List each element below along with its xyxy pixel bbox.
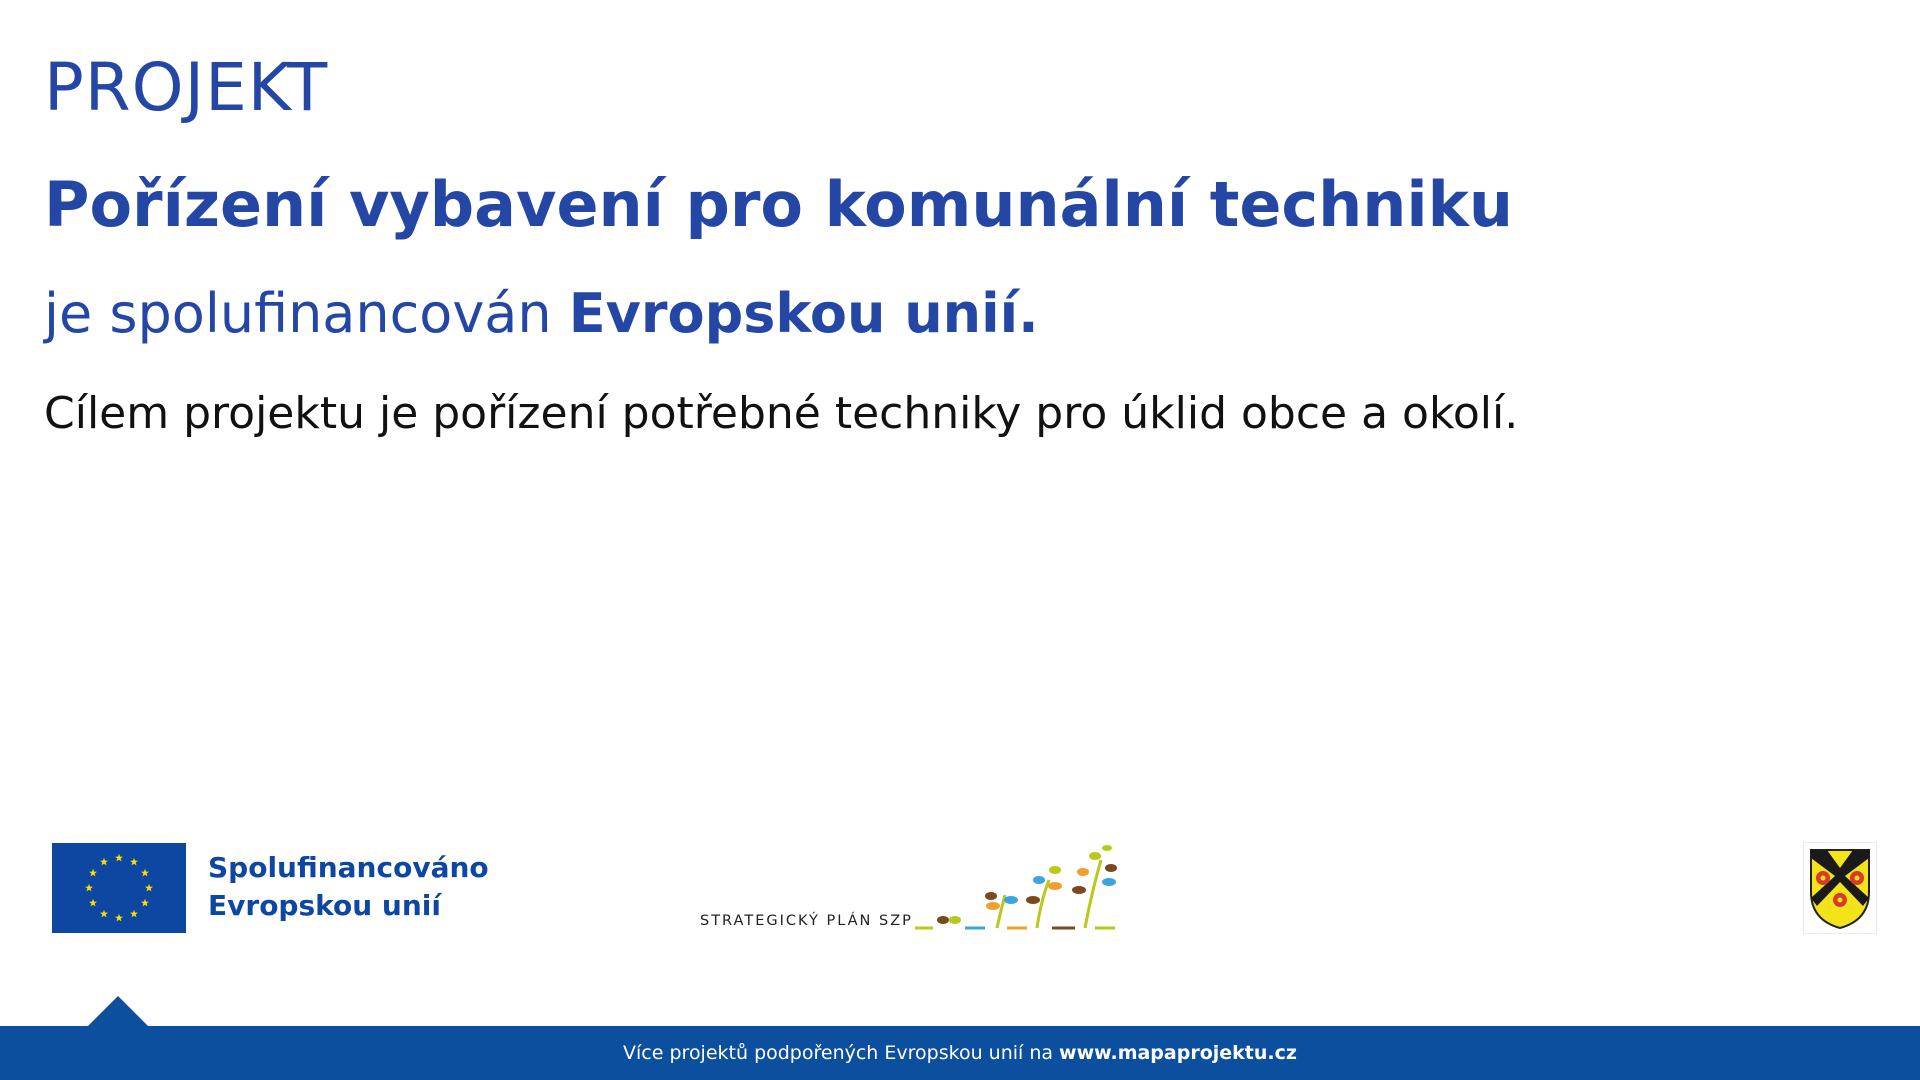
funding-emphasis: Evropskou unií. (568, 282, 1039, 345)
footer-bar (0, 1026, 1920, 1080)
eu-star-icon (130, 910, 138, 918)
eu-logo-line1: Spolufinancováno (208, 851, 489, 884)
eu-star-icon (100, 858, 108, 866)
szp-logo (698, 840, 1138, 940)
eu-star-icon (85, 884, 93, 892)
eu-star-icon (100, 910, 108, 918)
eu-cofunded-logo (52, 843, 489, 935)
eu-star-icon (130, 858, 138, 866)
footer-text: Více projektů podpořených Evropskou unií na (623, 1042, 1054, 1064)
eu-logo-line2: Evropskou unií (208, 889, 441, 922)
footer-link[interactable]: www.mapaprojektu.cz (1059, 1042, 1297, 1064)
eu-star-icon (115, 914, 123, 922)
eu-star-icon (115, 854, 123, 862)
eu-star-icon (145, 884, 153, 892)
eu-star-icon (89, 869, 97, 877)
szp-sprouts-icon (915, 840, 1135, 940)
szp-logo-text: STRATEGICKÝ PLÁN SZP (700, 913, 913, 929)
eu-flag-icon (52, 843, 186, 933)
heading: PROJEKT (44, 49, 329, 126)
eu-star-icon (141, 899, 149, 907)
funding-statement (44, 282, 1039, 347)
eu-star-icon (89, 899, 97, 907)
funding-prefix: je spolufinancován (44, 282, 552, 345)
project-description: Cílem projektu je pořízení potřebné techniky pro úklid obce a okolí. (44, 388, 1519, 439)
eu-star-icon (141, 869, 149, 877)
coat-of-arms-icon (1803, 842, 1877, 934)
project-title: Pořízení vybavení pro komunální techniku (44, 168, 1514, 241)
eu-logo-text (208, 849, 489, 925)
footer-tab-decoration (88, 996, 148, 1026)
